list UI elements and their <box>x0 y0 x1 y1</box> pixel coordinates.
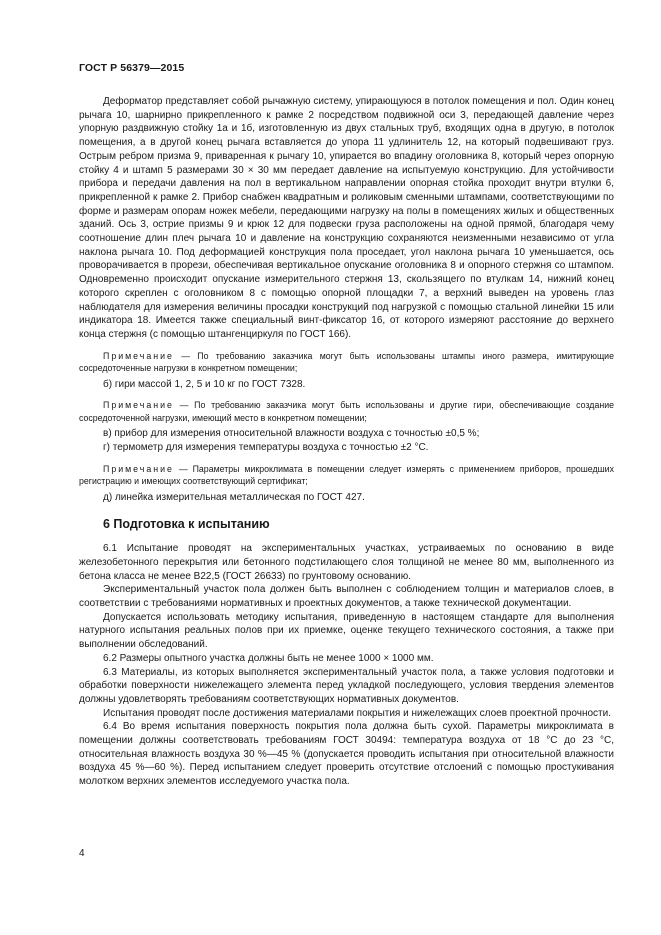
list-item-d: д) линейка измерительная металлическая по ГОСТ 427. <box>103 491 365 503</box>
paragraph-6-2: 6.2 Размеры опытного участка должны быть не менее 1000 × 1000 мм. <box>103 652 434 664</box>
document-header: ГОСТ Р 56379—2015 <box>79 62 185 74</box>
note-label: Примечание <box>103 350 174 361</box>
note-text: — Параметры микроклимата в помещении следует измерять с применением приборов, прошедших регистрацию и имеющих соответствующий сертификат; <box>79 463 614 487</box>
paragraph-6-3: 6.3 Материалы, из которых выполняется экспериментальный участок пола, а также условия подготовки и обработки поверхности нижележащего элемента перед укладкой последующего, условия твердения элементов должны удовлетворять требованиям соответствующих нормативных документов. <box>79 666 614 705</box>
paragraph-6-4: 6.4 Во время испытания поверхность покрытия пола должна быть сухой. Параметры микроклимата в помещении должны соответствовать требованиям ГОСТ 30494: температура воздуха от 18 °С до 23 °С, относительная влажность воздуха 30 %—45 % (допускается проводить испытания при относительной влажности воздуха 45 %—60 %). Перед испытанием следует проверить отсутствие отслоений с помощью простукивания молотком верхних элементов исследуемого участка пола. <box>79 721 614 788</box>
paragraph-deformator-description: Деформатор представляет собой рычажную систему, упирающуюся в потолок помещения и пол. Один конец рычага 10, шарнирно прикрепленного к рамке 2 посредством подвижной оси 3, передающей давление через упорную раздвижную стойку 1а и 1б, изготовленную из двух стальных труб, входящих одна в другую, в потолок помещения, а в другой конец рычага вставляется до упора 11 удлинитель 12, на который подвешивают груз. Острым ребром призма 9, приваренная к рычагу 10, упирается во впадину оголовника 8, который через опорную стойку 4 и штамп 5 размерами 30 × 30 мм передает давление на испытуемую конструкцию. Для устойчивости прибора и передачи давления на пол в вертикальном направлении опорная стойка проходит внутри втулки 6, прикрепленной к рамке 2. Прибор снабжен квадратным и роликовым сменными штампами, соответствующими по форме и размерам опорам ножек мебели, передающими нагрузку на полы в помещениях жилых и общественных зданий. Ось 3, острие призмы 9 и крюк 12 для подвески груза расположены на одной прямой, благодаря чему соотношение длин плеч рычага 10 и давление на конструкцию сохраняются неизменными независимо от угла наклона рычага 10. Под деформацией конструкция пола проседает, угол наклона рычага 10 уменьшается, ось проворачивается в прорези, обеспечивая вертикальное опускание оголовника 8 и опорного стержня со штампом. Одновременно происходит опускание измерительного стержня 13, скользящего по втулкам 14, нижний конец которого скреплен с оголовником 8 с помощью опорной площадки 7, а верхний выведен на уровень глаз наблюдателя для измерения величины просадки конструкций под нагрузкой с помощью стальной линейки 15 или индикатора 18. Имеется также специальный винт-фиксатор 16, от которого измеряют расстояние до верхнего конца стержня (с помощью штангенциркуля по ГОСТ 166). <box>79 96 614 340</box>
note-text: — По требованию заказчика могут быть использованы и другие гири, обеспечивающие создание сосредоточенной нагрузки, имеющий место в конкретном помещении; <box>79 400 614 423</box>
list-item-v: в) прибор для измерения относительной влажности воздуха с точностью ±0,5 %; <box>103 428 480 440</box>
note-label: Примечание <box>103 400 174 411</box>
section-heading: 6 Подготовка к испытанию <box>103 517 270 532</box>
document-body <box>79 95 614 789</box>
paragraph-6-3-b: Испытания проводят после достижения материалами покрытия и нижележащих слоев проектной прочности. <box>103 707 611 719</box>
paragraph-6-1-c: Допускается использовать методику испытания, приведенную в настоящем стандарте для выполнения натурного испытания реальных полов при их приемке, оценке текущего технического состояния, а также при выполнении обследований. <box>79 611 614 651</box>
note-1 <box>79 350 614 375</box>
note-2 <box>79 399 614 424</box>
note-label: Примечание <box>103 463 174 474</box>
note-text: — По требованию заказчика могут быть использованы штампы иного размера, имитирующие сосредоточенные нагрузки в конкретном помещении; <box>79 350 614 374</box>
note-3 <box>79 463 614 488</box>
paragraph-6-1-b: Экспериментальный участок пола должен быть выполнен с соблюдением толщин и материалов слоев, в соответствии с требованиями нормативных и проектных документов, а также технической документации. <box>79 584 614 609</box>
list-item-b: б) гири массой 1, 2, 5 и 10 кг по ГОСТ 7328. <box>103 378 306 390</box>
list-item-g: г) термометр для измерения температуры воздуха с точностью ±2 °С. <box>103 442 429 454</box>
paragraph-6-1: 6.1 Испытание проводят на экспериментальных участках, устраиваемых по основанию в виде железобетонного перекрытия или бетонного подстилающего слоя толщиной не менее 80 мм, выполненного из бетона класса не менее В22,5 (ГОСТ 26633) по грунтовому основанию. <box>79 543 614 582</box>
page-number: 4 <box>79 848 85 859</box>
